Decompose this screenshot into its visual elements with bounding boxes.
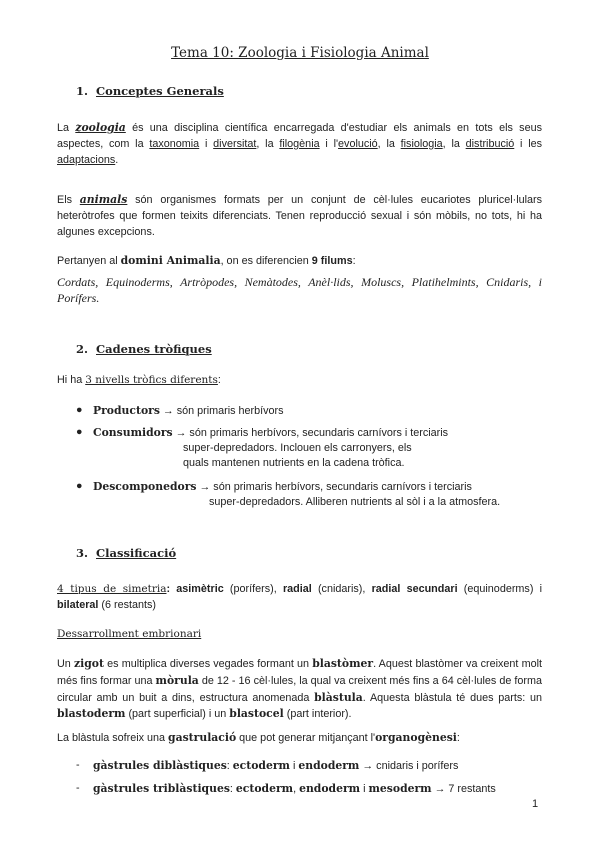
- term-simetria: 4 tipus de simetria: [57, 583, 167, 595]
- arrow: →: [172, 427, 190, 439]
- bullet-term: Descomponedors: [93, 480, 197, 493]
- bullet-term: Consumidors: [93, 426, 173, 439]
- section-heading-3: [76, 546, 176, 560]
- text: (part superficial) i un: [125, 708, 230, 721]
- term-endoderm: endoderm: [299, 782, 361, 795]
- term-radial-secundari: radial secundari: [371, 583, 458, 595]
- section-number: 1.: [76, 84, 89, 98]
- term-organogenesi: organogènesi: [375, 731, 457, 744]
- text: :: [456, 732, 460, 744]
- term-blastocel: blastocel: [229, 707, 284, 721]
- term-ectoderm: ectoderm: [232, 759, 290, 772]
- text: :: [226, 760, 233, 772]
- term-nivells: 3 nivells tròfics diferents: [85, 374, 218, 386]
- text: i: [360, 783, 369, 795]
- bullet-continuation: super-depredadors. Alliberen nutrients al sòl i a la atmosfera.: [209, 495, 501, 508]
- section-heading-1: [76, 84, 224, 98]
- text: Pertanyen al: [57, 255, 121, 267]
- section-heading-2: [76, 342, 212, 356]
- text: i les: [514, 137, 543, 150]
- paragraph-animals: [57, 192, 542, 240]
- text: i: [289, 760, 299, 772]
- arrow: →: [359, 760, 377, 772]
- term-ectoderm: ectoderm: [235, 782, 294, 795]
- term-taxonomia: taxonomia: [149, 137, 200, 150]
- bullet-continuation: super-depredadors. Inclouen els carronyers, els quals mantenen nutrients en la cadena tròfica.: [183, 441, 412, 469]
- subheading-dessarrollment: Dessarrollment embrionari: [57, 628, 202, 640]
- term-endoderm: endoderm: [298, 759, 360, 772]
- text: (6 restants): [98, 598, 157, 611]
- paragraph-nivells: [57, 373, 542, 389]
- text: . Aquesta blàstula té dues parts: un: [362, 691, 543, 704]
- arrow: →: [159, 405, 177, 417]
- text: Un: [57, 658, 74, 670]
- section-number: 2.: [76, 342, 89, 356]
- paragraph-gastrulacio: [57, 730, 542, 747]
- arrow: →: [431, 783, 449, 795]
- term-bilateral: bilateral: [57, 598, 99, 611]
- text: :: [352, 255, 356, 267]
- text: Els: [57, 194, 80, 206]
- dash-term: gàstrules diblàstiques: [93, 759, 227, 772]
- text: (equinoderms) i: [457, 583, 543, 595]
- paragraph-zigot: [57, 656, 542, 723]
- term-zigot: zigot: [73, 657, 104, 670]
- bullet-icon: ●: [76, 480, 83, 492]
- text: es multiplica diverses vegades formant un: [103, 658, 313, 670]
- text: .: [115, 153, 119, 166]
- text: i l': [319, 137, 339, 150]
- text: (cnidaris),: [311, 583, 372, 595]
- text: :: [166, 583, 177, 595]
- term-morula: mòrula: [155, 673, 199, 687]
- arrow: →: [196, 481, 214, 493]
- text: :: [217, 374, 221, 386]
- term-domini: domini Animalia: [120, 254, 221, 267]
- text: ,: [293, 783, 300, 795]
- paragraph-zoologia: [57, 120, 542, 168]
- term-zoologia: zoologia: [75, 121, 126, 134]
- text: és una disciplina científica encarregada d'estudiar els animals en tots els seus aspectes, com la: [57, 122, 542, 150]
- text: i: [199, 137, 214, 150]
- text: que pot generar mitjançant l': [236, 732, 376, 744]
- term-blastoderm: blastoderm: [57, 707, 126, 721]
- section-number: 3.: [76, 546, 89, 560]
- paragraph-filums-list: Cordats, Equinoderms, Artròpodes, Nemàtodes, Anèl·lids, Moluscs, Platihelmints, Cnidaris, i Porífers.: [57, 275, 542, 305]
- term-diversitat: diversitat: [213, 137, 257, 150]
- text: Hi ha: [57, 374, 86, 386]
- text: de 12 - 16 cèl·lules, la qual va creixent més fins a 64 cèl·lules de forma circular amb un buit a dins, estructura anomenada: [57, 674, 543, 704]
- term-adaptacions: adaptacions: [57, 153, 116, 166]
- text: 7 restants: [448, 783, 496, 795]
- paragraph-simetria: [57, 582, 542, 614]
- bullet-icon: ●: [76, 426, 83, 438]
- text: La blàstula sofreix una: [57, 732, 169, 744]
- text: La: [57, 122, 76, 134]
- text: :: [229, 783, 236, 795]
- dash-term: gàstrules triblàstiques: [93, 782, 230, 795]
- term-filogenia: filogènia: [279, 137, 320, 150]
- term-radial: radial: [282, 583, 312, 595]
- text: , la: [377, 137, 401, 150]
- section-label: Conceptes Generals: [96, 84, 224, 98]
- term-distribucio: distribució: [465, 137, 515, 150]
- page-title: Tema 10: Zoologia i Fisiologia Animal: [171, 45, 429, 61]
- term-filums: 9 filums: [311, 255, 353, 267]
- bullet-desc: són primaris herbívors, secundaris carnívors i terciaris: [213, 481, 472, 493]
- text: . Aquest blastòmer va creixent molt més fins formar una: [57, 658, 542, 687]
- term-asimetric: asimètric: [176, 583, 224, 595]
- text: , la: [442, 137, 466, 150]
- bullet-icon: ●: [76, 404, 83, 416]
- term-gastrulacio: gastrulació: [168, 731, 237, 744]
- bullet-term: Productors: [93, 404, 160, 417]
- term-animals: animals: [79, 193, 128, 206]
- paragraph-domini: [57, 253, 542, 270]
- term-blastomer: blastòmer: [312, 657, 374, 670]
- section-label: Cadenes tròfiques: [96, 342, 212, 356]
- bullet-desc: són primaris herbívors, secundaris carnívors i terciaris: [189, 427, 449, 439]
- section-label: Classificació: [96, 546, 177, 560]
- term-fisiologia: fisiologia: [400, 137, 443, 150]
- text: , on es diferencien: [220, 255, 312, 267]
- text: , la: [256, 137, 280, 150]
- term-mesoderm: mesoderm: [368, 782, 432, 795]
- dash: -: [76, 782, 80, 794]
- text: (porífers),: [223, 583, 283, 595]
- text: (part interior).: [283, 708, 352, 721]
- page-number: 1: [532, 798, 539, 810]
- text: cnidaris i porífers: [376, 760, 459, 772]
- term-blastula: blàstula: [314, 690, 363, 704]
- bullet-desc: són primaris herbívors: [176, 405, 284, 417]
- dash: -: [76, 759, 80, 771]
- text: són organismes formats per un conjunt de cèl·lules eucariotes pluricel·lulars heteròtrofes que formen teixits diferenciats. Tenen reproducció sexual i són mòbils, no tots, hi ha algunes excepcions.: [57, 194, 542, 238]
- term-evolucio: evolució: [338, 137, 378, 150]
